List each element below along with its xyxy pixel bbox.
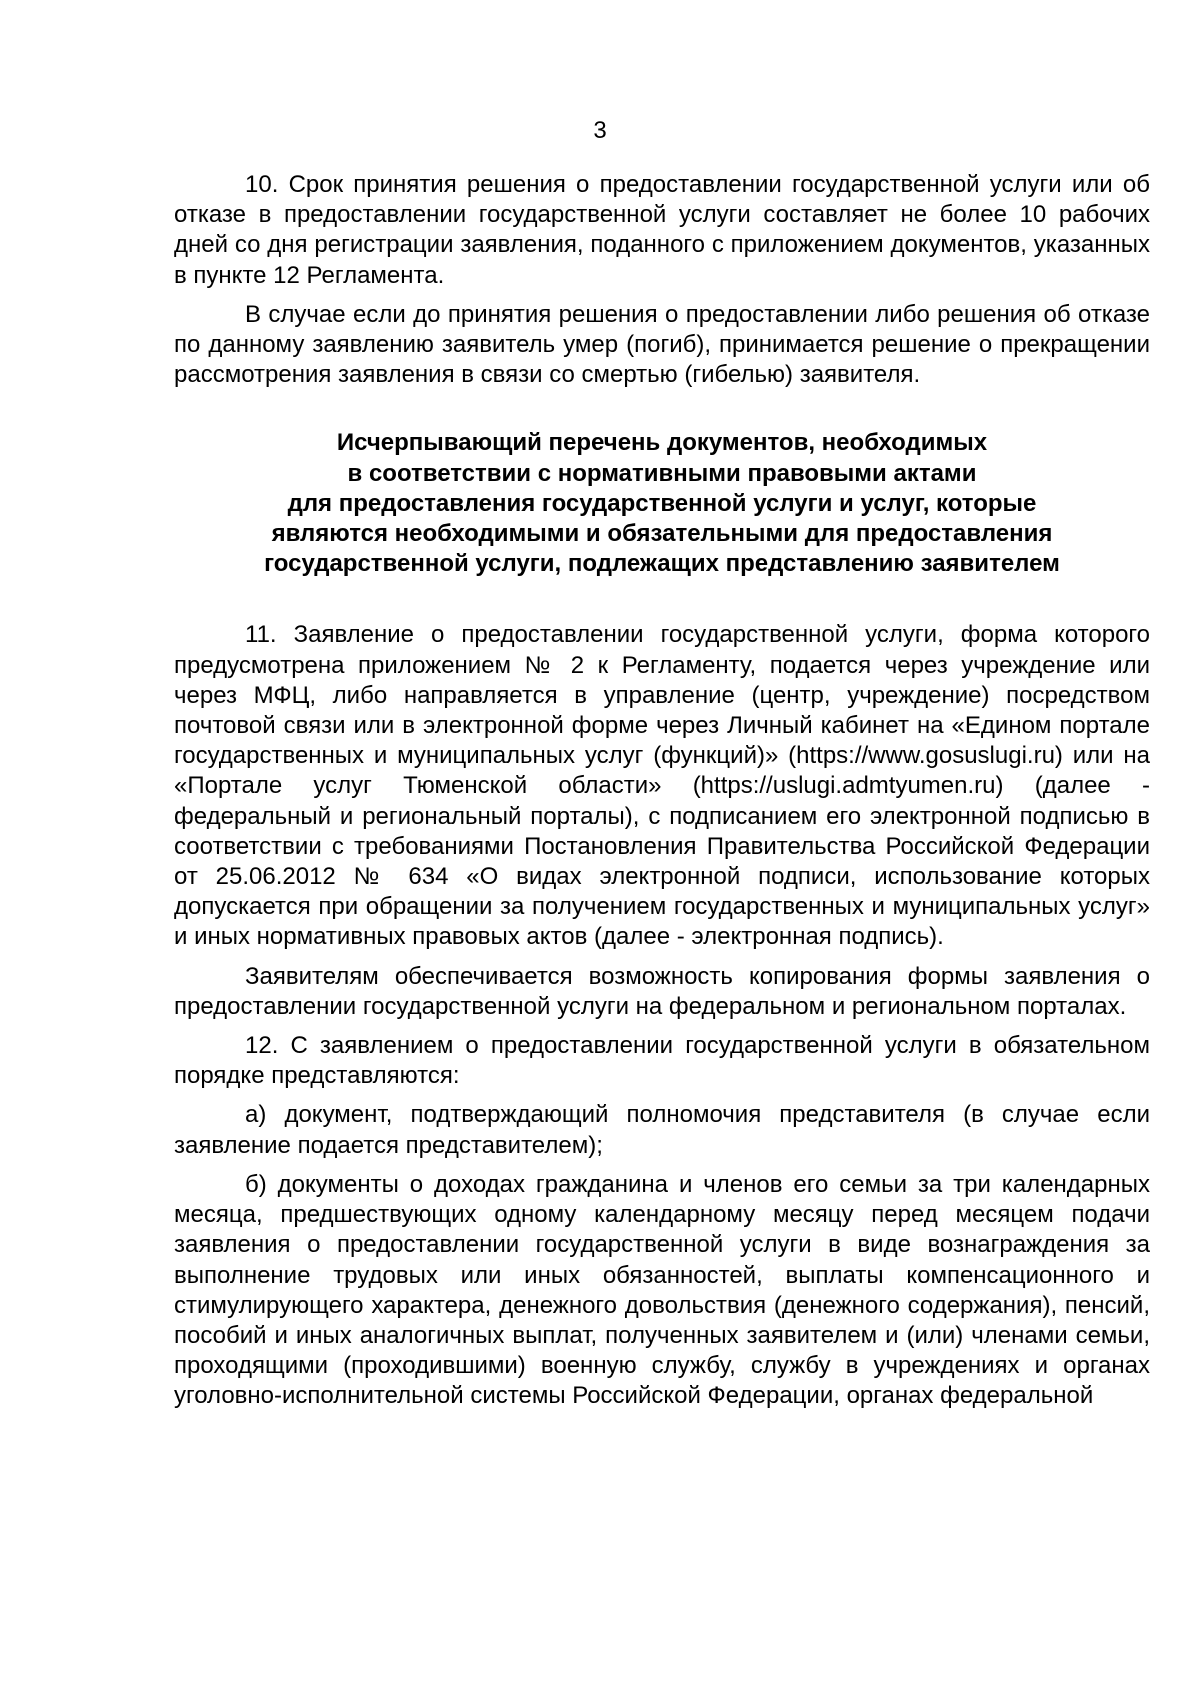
heading-line: в соответствии с нормативными правовыми актами (347, 459, 977, 487)
paragraph-copy-form: Заявителям обеспечивается возможность копирования формы заявления о предоставлении государственной услуги на федеральном и региональном порталах. (174, 962, 1150, 1020)
paragraph-death-case: В случае если до принятия решения о предоставлении либо решения об отказе по данному заявлению заявитель умер (погиб), принимается решение о прекращении рассмотрения заявления в связи со смертью (гибелью) заявителя. (174, 300, 1150, 389)
heading-line: Исчерпывающий перечень документов, необходимых (336, 429, 988, 457)
page-number: 3 (593, 117, 607, 144)
document-body (174, 170, 1150, 1421)
paragraph-11: 11. Заявление о предоставлении государственной услуги, форма которого предусмотрена приложением № 2 к Регламенту, подается через учреждение или через МФЦ, либо направляется в управление (центр, учреждение) посредством почтовой связи или в электронной форме через Личный кабинет на «Едином портале государственных и муниципальных услуг (функций)» (https://www.gosuslugi.ru) или на «Портале услуг Тюменской области» (https://uslugi.admtyumen.ru) (далее - федеральный и региональный порталы), с подписанием его электронной подписью в соответствии с требованиями Постановления Правительства Российской Федерации от 25.06.2012 № 634 «О видах электронной подписи, использование которых допускается при обращении за получением государственных и муниципальных услуг» и иных нормативных правовых актов (далее - электронная подпись). (174, 621, 1150, 951)
paragraph-12: 12. С заявлением о предоставлении государственной услуги в обязательном порядке представляются: (174, 1032, 1150, 1090)
section-heading (174, 428, 1150, 579)
heading-line: являются необходимыми и обязательными для предоставления (271, 520, 1053, 548)
paragraph-12-a: а) документ, подтверждающий полномочия представителя (в случае если заявление подается представителем); (174, 1101, 1150, 1159)
paragraph-12-b: б) документы о доходах гражданина и членов его семьи за три календарных месяца, предшествующих одному календарному месяцу перед месяцем подачи заявления о предоставлении государственной услуги в виде вознаграждения за выполнение трудовых или иных обязанностей, выплаты компенсационного и стимулирующего характера, денежного довольствия (денежного содержания), пенсий, пособий и иных аналогичных выплат, полученных заявителем и (или) членами семьи, проходящими (проходившими) военную службу, службу в учреждениях и органах уголовно-исполнительной системы Российской Федерации, органах федеральной (174, 1170, 1150, 1410)
heading-line: для предоставления государственной услуги и услуг, которые (287, 489, 1037, 517)
paragraph-10: 10. Срок принятия решения о предоставлении государственной услуги или об отказе в предоставлении государственной услуги составляет не более 10 рабочих дней со дня регистрации заявления, поданного с приложением документов, указанных в пункте 12 Регламента. (174, 171, 1150, 289)
heading-line: государственной услуги, подлежащих представлению заявителем (264, 550, 1060, 578)
